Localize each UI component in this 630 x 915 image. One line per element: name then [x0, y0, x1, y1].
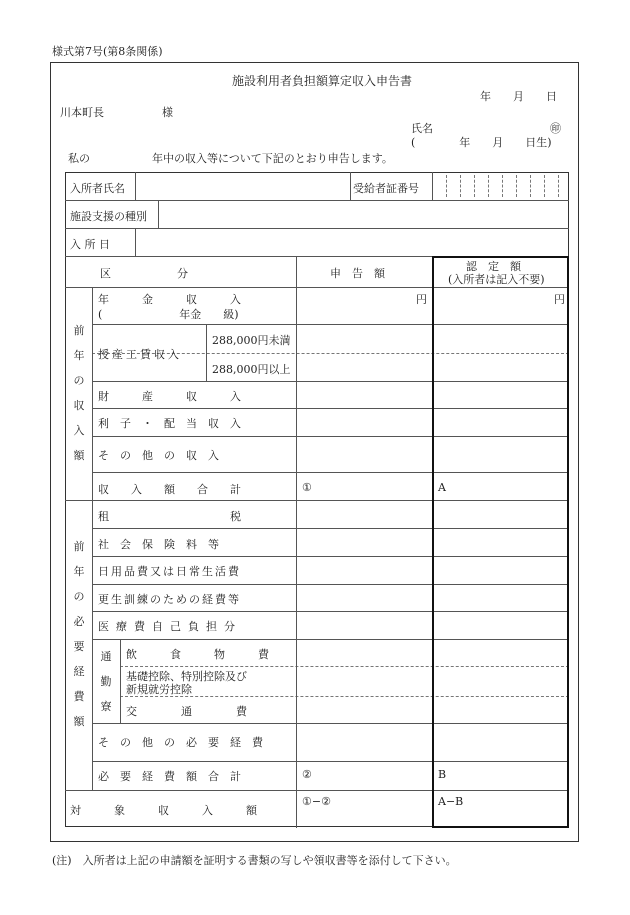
income-total: 収 入 額 合 計: [98, 483, 241, 496]
declaration-text: 年中の収入等について下記のとおり申告します。: [152, 152, 393, 165]
target-cert-formula: A−B: [438, 795, 464, 808]
expense-total-mark: ②: [302, 768, 312, 781]
resident-name-label: 入所者氏名: [70, 182, 125, 195]
wage-label: 授産工賃収入: [98, 348, 182, 361]
recipient-sama: 様: [162, 106, 173, 119]
target-formula: ①−②: [302, 795, 331, 808]
col-certified-note: (入所者は記入不要): [448, 273, 545, 286]
other-income: そ の 他 の 収 入: [98, 449, 219, 462]
name-label: 氏名: [411, 122, 433, 135]
facility-support-label: 施設支援の種別: [70, 210, 147, 223]
seal-mark: ㊞: [550, 122, 561, 135]
certified-yen: 円: [554, 293, 565, 306]
pension-grade: ( 年金 級): [98, 308, 239, 321]
deduction-row-2: 新規就労控除: [126, 683, 192, 696]
social-insurance-row: 社 会 保 険 料 等: [98, 538, 219, 551]
col-declared: 申 告 額: [330, 267, 385, 280]
expense-total-cert: B: [438, 768, 447, 781]
interest-income: 利 子 ・ 配 当 収 入: [98, 417, 241, 430]
rehab-row: 更生訓練のための経費等: [98, 593, 241, 606]
daily-goods-row: 日用品費又は日常生活費: [98, 565, 241, 578]
col-certified: 認 定 額: [466, 260, 521, 273]
admission-label: 入 所 日: [70, 238, 110, 251]
property-income: 財 産 収 入: [98, 390, 241, 403]
income-total-mark: ①: [302, 481, 312, 494]
wage-over: 288,000円以上: [212, 363, 291, 376]
footnote: (注) 入所者は上記の申請額を証明する書類の写しや領収書等を添付して下さい。: [52, 854, 457, 867]
medical-row: 医療費自己負担分: [98, 620, 242, 633]
declaration-prefix: 私の: [68, 152, 90, 165]
form-number: 様式第7号(第8条関係): [52, 45, 163, 58]
form-title: 施設利用者負担額算定収入申告書: [232, 74, 413, 88]
expense-side-label: 前 年 の 必 要 経 費 額: [73, 540, 85, 728]
other-expense-row: そ の 他 の 必 要 経 費: [98, 736, 263, 749]
recipient-cert-label: 受給者証番号: [353, 182, 419, 195]
income-side-label: 前 年 の 収 入 額: [73, 324, 85, 462]
col-category: 区 分: [100, 267, 188, 280]
food-row: 飲 食 物 費: [126, 648, 269, 661]
transport-row: 交 通 費: [126, 705, 247, 718]
birth-line[interactable]: ( 年 月 日生): [411, 136, 552, 149]
expense-total: 必 要 経 費 額 合 計: [98, 770, 241, 783]
date-line[interactable]: 年 月 日: [480, 90, 557, 103]
pension-label: 年 金 収 入: [98, 293, 241, 306]
commute-dorm-label: 通 勤 寮: [100, 650, 112, 713]
recipient: 川本町長: [60, 106, 104, 119]
tax-row: 租 税: [98, 510, 241, 523]
certified-column: [432, 256, 569, 828]
income-total-cert: A: [438, 481, 446, 494]
deduction-row-1: 基礎控除、特別控除及び: [126, 670, 247, 683]
target-income-label: 対 象 収 入 額: [70, 804, 257, 817]
declared-yen: 円: [416, 293, 427, 306]
wage-under: 288,000円未満: [212, 334, 291, 347]
